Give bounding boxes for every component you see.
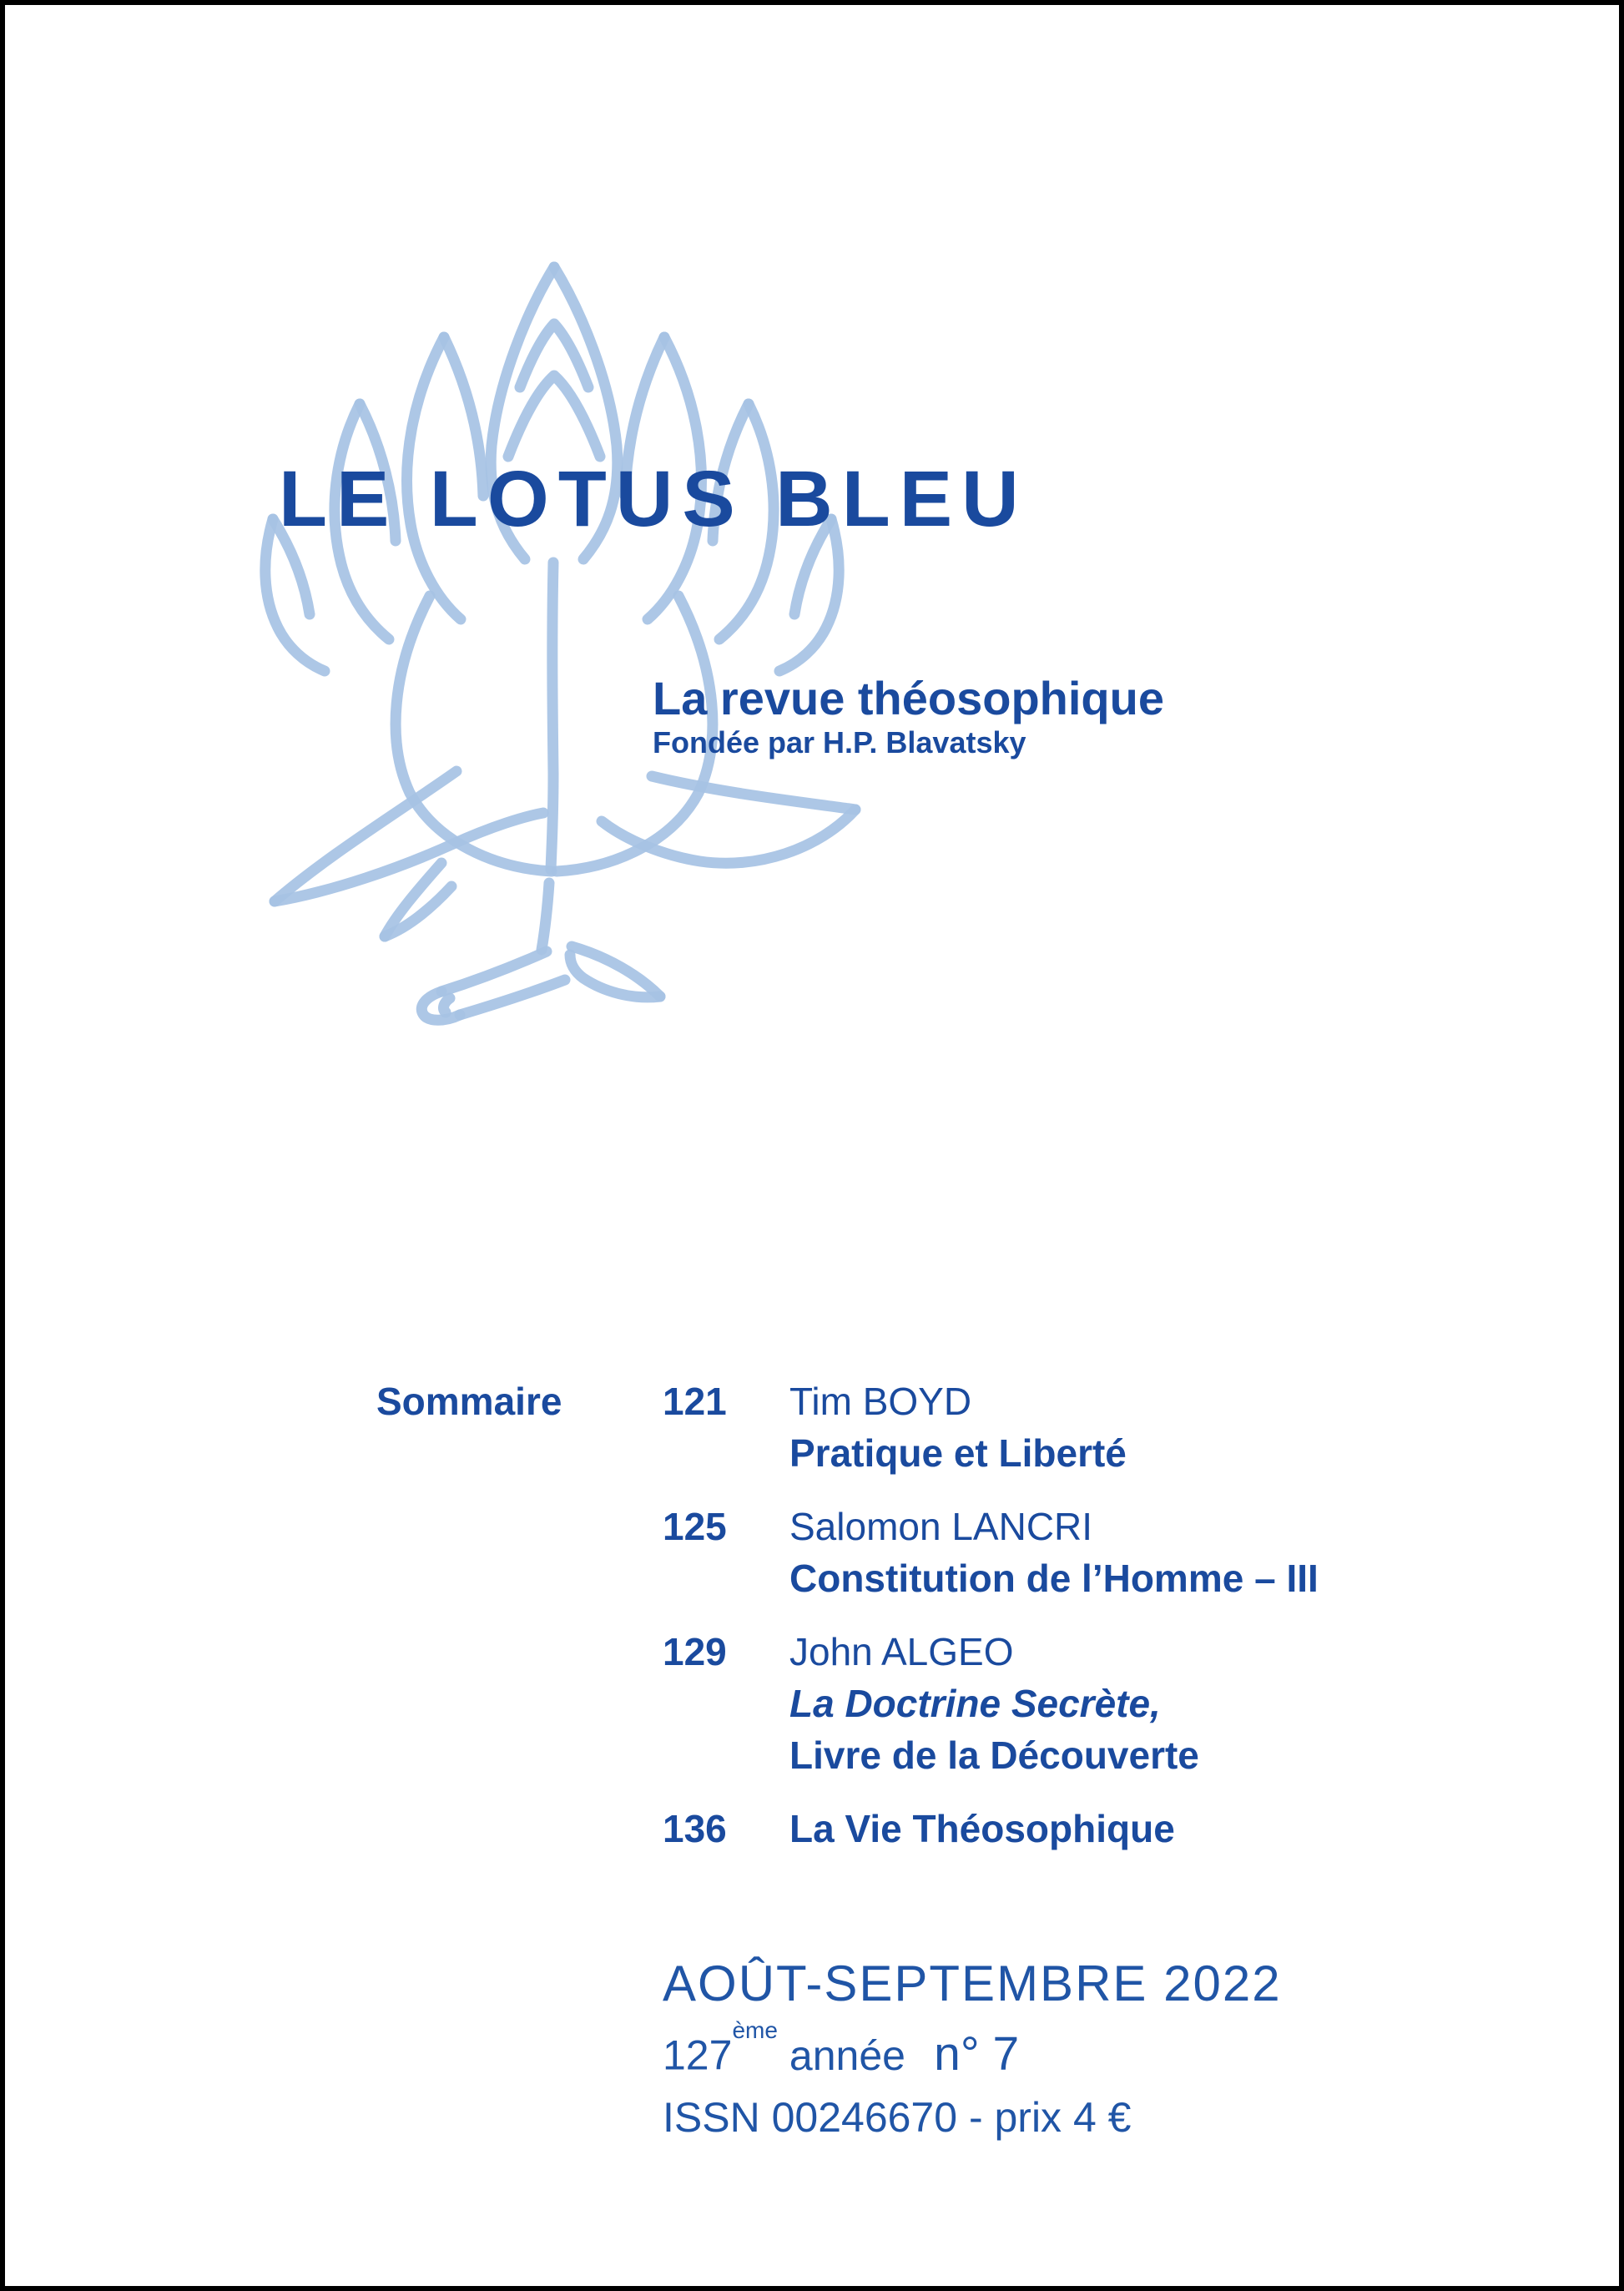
masthead-founder-line: Fondée par H.P. Blavatsky <box>653 725 1026 759</box>
issue-volume-line <box>663 2017 1282 2082</box>
toc-article-title: La Vie Théosophique <box>789 1807 1175 1850</box>
issue-info-block <box>663 1954 1282 2142</box>
toc <box>663 1375 1319 1876</box>
toc-page-number: 125 <box>663 1505 727 1548</box>
toc-author: Salomon LANCRI <box>789 1505 1093 1548</box>
masthead-title: LE LOTUS BLEU <box>279 455 1028 543</box>
toc-article-title: La Doctrine Secrète, <box>789 1682 1161 1725</box>
toc-article-title: Pratique et Liberté <box>789 1431 1127 1475</box>
toc-article-title: Constitution de l’Homme – III <box>789 1557 1319 1600</box>
volume-label: année <box>789 2031 905 2079</box>
issue-issn-price: ISSN 00246670 - prix 4 € <box>663 2093 1132 2141</box>
toc-article-title: Livre de la Découverte <box>789 1733 1199 1777</box>
toc-author: John ALGEO <box>789 1630 1014 1673</box>
volume-number: 127 <box>663 2031 733 2079</box>
toc-author: Tim BOYD <box>789 1380 972 1423</box>
toc-entry <box>663 1501 1319 1604</box>
lotus-illustration <box>241 235 863 1041</box>
toc-page-number: 129 <box>663 1630 727 1673</box>
masthead-subtitle-block <box>653 673 1164 761</box>
issue-number: n° 7 <box>934 2026 1020 2081</box>
issue-date: AOÛT-SEPTEMBRE 2022 <box>663 1955 1282 2011</box>
toc-entry <box>663 1375 1319 1479</box>
toc-label: Sommaire <box>376 1380 562 1423</box>
toc-entry <box>663 1626 1319 1781</box>
masthead-subtitle: La revue théosophique <box>653 672 1164 724</box>
toc-page-number: 136 <box>663 1807 727 1850</box>
toc-entry <box>663 1803 1319 1854</box>
toc-page-number: 121 <box>663 1380 727 1423</box>
volume-ordinal-suffix: ème <box>732 2017 778 2043</box>
